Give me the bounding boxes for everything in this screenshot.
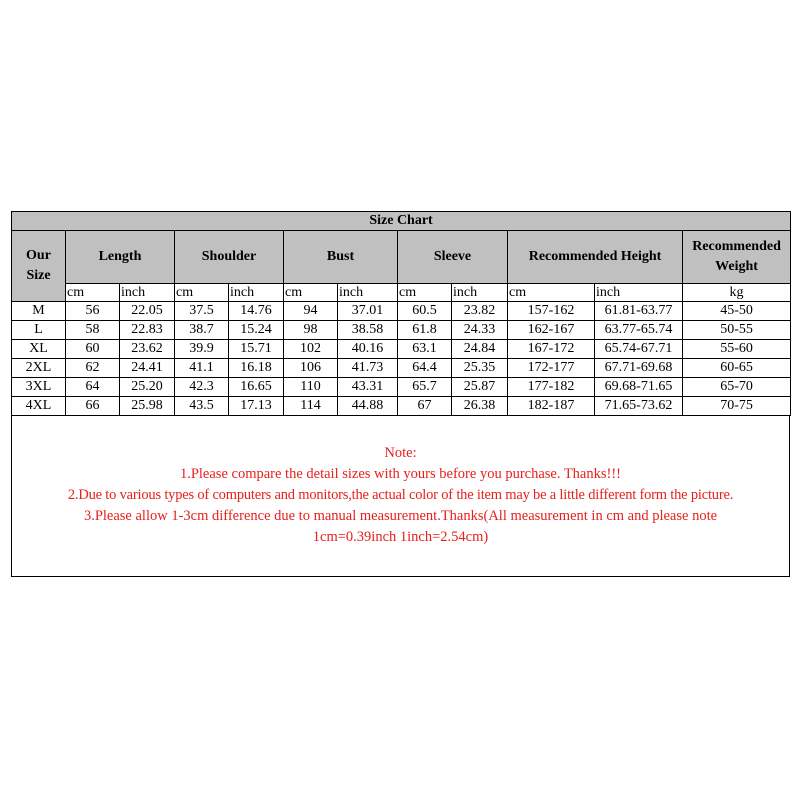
table-cell: 17.13 [229,397,284,416]
table-cell: 102 [284,340,338,359]
table-row [12,397,791,416]
table-cell: 60-65 [683,359,791,378]
table-cell: 45-50 [683,302,791,321]
table-cell: 61.8 [398,321,452,340]
table-cell: 24.84 [452,340,508,359]
table-cell: 16.65 [229,378,284,397]
size-cell: M [12,302,66,321]
table-cell: 94 [284,302,338,321]
table-cell: 64 [66,378,120,397]
table-cell: 39.9 [175,340,229,359]
table-row [12,321,791,340]
table-cell: 62 [66,359,120,378]
header-shoulder: Shoulder [175,231,284,284]
size-cell: 4XL [12,397,66,416]
table-cell: 41.1 [175,359,229,378]
table-cell: 42.3 [175,378,229,397]
unit-length-cm: cm [66,284,120,302]
table-row [12,378,791,397]
unit-weight-kg: kg [683,284,791,302]
table-cell: 22.05 [120,302,175,321]
table-cell: 43.31 [338,378,398,397]
table-cell: 67.71-69.68 [595,359,683,378]
table-cell: 71.65-73.62 [595,397,683,416]
table-cell: 25.35 [452,359,508,378]
table-cell: 38.58 [338,321,398,340]
header-bust: Bust [284,231,398,284]
table-cell: 167-172 [508,340,595,359]
note-line-2: 2.Due to various types of computers and monitors,the actual color of the item may be a little different form the picture. [67,487,734,503]
unit-height-inch: inch [595,284,683,302]
table-cell: 23.62 [120,340,175,359]
table-cell: 157-162 [508,302,595,321]
table-cell: 65-70 [683,378,791,397]
table-cell: 22.83 [120,321,175,340]
size-chart-table [11,211,791,416]
table-cell: 24.33 [452,321,508,340]
size-chart [11,211,790,577]
table-cell: 14.76 [229,302,284,321]
table-cell: 23.82 [452,302,508,321]
size-cell: XL [12,340,66,359]
unit-height-cm: cm [508,284,595,302]
header-our-size-label: Our Size [26,248,51,283]
table-cell: 40.16 [338,340,398,359]
table-cell: 177-182 [508,378,595,397]
table-cell: 114 [284,397,338,416]
table-cell: 61.81-63.77 [595,302,683,321]
table-cell: 37.5 [175,302,229,321]
table-cell: 60 [66,340,120,359]
table-cell: 63.1 [398,340,452,359]
table-cell: 65.74-67.71 [595,340,683,359]
table-cell: 25.98 [120,397,175,416]
unit-length-inch: inch [120,284,175,302]
unit-bust-inch: inch [338,284,398,302]
chart-title: Size Chart [12,212,791,231]
unit-sleeve-inch: inch [452,284,508,302]
size-rows [12,302,791,416]
unit-shoulder-cm: cm [175,284,229,302]
table-cell: 26.38 [452,397,508,416]
table-cell: 64.4 [398,359,452,378]
table-cell: 65.7 [398,378,452,397]
table-cell: 182-187 [508,397,595,416]
table-cell: 98 [284,321,338,340]
unit-bust-cm: cm [284,284,338,302]
table-cell: 41.73 [338,359,398,378]
note-line-1: 1.Please compare the detail sizes with yours before you purchase. Thanks!!! [179,466,622,482]
table-cell: 44.88 [338,397,398,416]
unit-shoulder-inch: inch [229,284,284,302]
header-recommended-weight: Recommended Weight [683,231,791,284]
size-cell: L [12,321,66,340]
table-cell: 25.20 [120,378,175,397]
size-cell: 2XL [12,359,66,378]
table-cell: 38.7 [175,321,229,340]
table-cell: 172-177 [508,359,595,378]
notes-box [11,416,790,577]
table-row [12,359,791,378]
table-cell: 66 [66,397,120,416]
size-cell: 3XL [12,378,66,397]
table-cell: 110 [284,378,338,397]
table-cell: 16.18 [229,359,284,378]
table-cell: 15.71 [229,340,284,359]
header-sleeve: Sleeve [398,231,508,284]
table-cell: 15.24 [229,321,284,340]
table-row [12,340,791,359]
note-heading: Note: [384,445,417,461]
table-cell: 70-75 [683,397,791,416]
table-row [12,302,791,321]
table-cell: 162-167 [508,321,595,340]
table-cell: 63.77-65.74 [595,321,683,340]
header-length: Length [66,231,175,284]
header-recommended-height: Recommended Height [508,231,683,284]
table-cell: 58 [66,321,120,340]
table-cell: 37.01 [338,302,398,321]
table-cell: 67 [398,397,452,416]
table-cell: 56 [66,302,120,321]
note-line-3-continued: 1cm=0.39inch 1inch=2.54cm) [312,529,489,545]
table-cell: 106 [284,359,338,378]
table-cell: 43.5 [175,397,229,416]
header-our-size [12,231,66,302]
table-cell: 25.87 [452,378,508,397]
table-cell: 55-60 [683,340,791,359]
table-cell: 69.68-71.65 [595,378,683,397]
note-line-3: 3.Please allow 1-3cm difference due to manual measurement.Thanks(All measurement in cm and please note [83,508,718,524]
unit-sleeve-cm: cm [398,284,452,302]
table-cell: 60.5 [398,302,452,321]
table-cell: 50-55 [683,321,791,340]
table-cell: 24.41 [120,359,175,378]
